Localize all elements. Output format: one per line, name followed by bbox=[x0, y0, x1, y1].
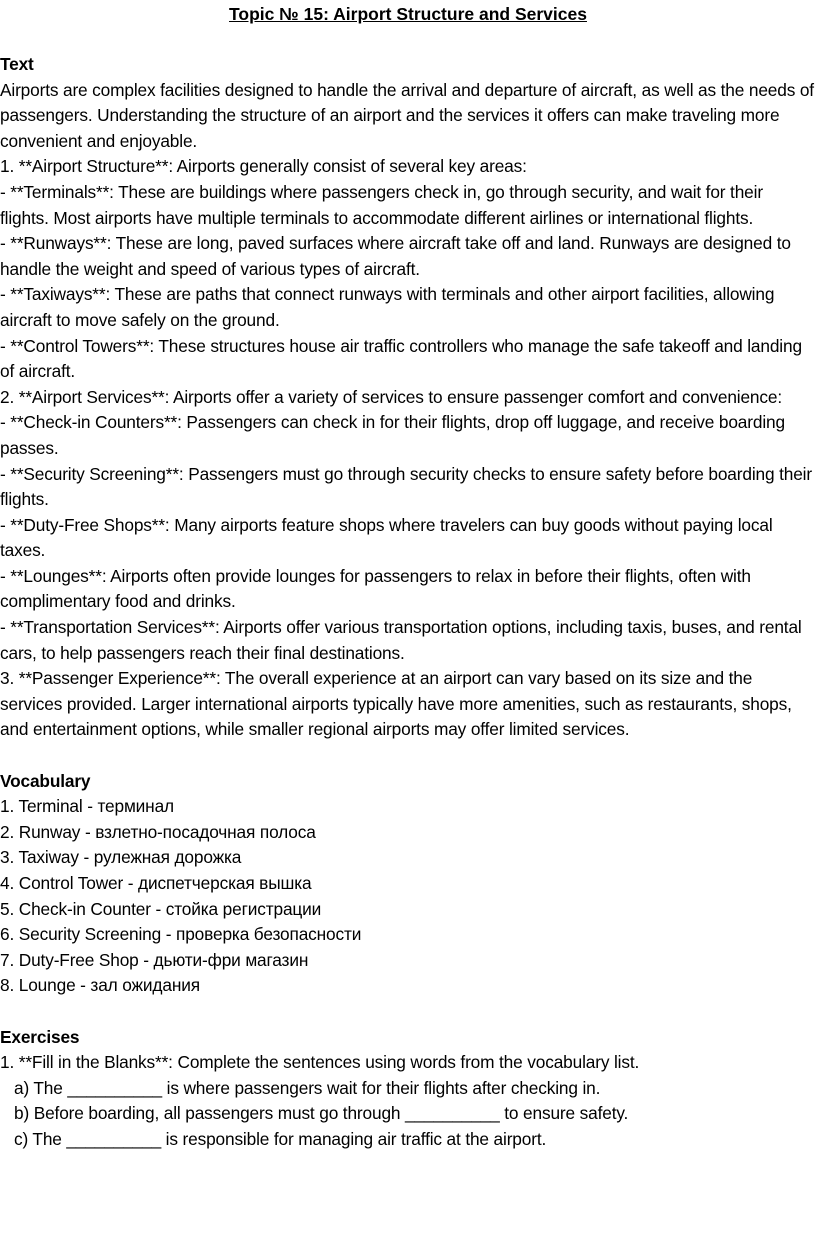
structure-heading: 1. **Airport Structure**: Airports generally consist of several key areas: bbox=[0, 156, 527, 177]
spacer bbox=[0, 743, 816, 769]
exercise-task: 1. **Fill in the Blanks**: Complete the sentences using words from the vocabulary list. bbox=[0, 1052, 640, 1073]
services-item-duty-free: - **Duty-Free Shops**: Many airports feature shops where travelers can buy goods without paying local taxes. bbox=[0, 514, 773, 561]
services-item-lounges: - **Lounges**: Airports often provide lounges for passengers to relax in before their flights, often with complimentary food and drinks. bbox=[0, 565, 751, 612]
services-item-security: - **Security Screening**: Passengers must go through security checks to ensure safety before boarding their flights. bbox=[0, 463, 812, 510]
exercise-item: c) The __________ is responsible for managing air traffic at the airport. bbox=[14, 1128, 547, 1149]
spacer bbox=[0, 999, 816, 1025]
vocab-item: 5. Check-in Counter - стойка регистрации bbox=[0, 898, 322, 919]
structure-item-terminals: - **Terminals**: These are buildings where passengers check in, go through security, and wait for their flights. Most airports have multiple terminals to accommodate different airlines or international flights. bbox=[0, 181, 763, 228]
vocabulary-heading: Vocabulary bbox=[0, 770, 91, 791]
services-heading: 2. **Airport Services**: Airports offer a variety of services to ensure passenger comfort and convenience: bbox=[0, 386, 782, 407]
intro-paragraph: Airports are complex facilities designed to handle the arrival and departure of aircraft, as well as the needs of passengers. Understanding the structure of an airport and the services it offers can make traveling more convenient and enjoyable. bbox=[0, 79, 814, 151]
exercise-item: a) The __________ is where passengers wait for their flights after checking in. bbox=[14, 1077, 601, 1098]
vocab-item: 2. Runway - взлетно-посадочная полоса bbox=[0, 821, 316, 842]
exercises-heading: Exercises bbox=[0, 1026, 80, 1047]
services-item-check-in: - **Check-in Counters**: Passengers can check in for their flights, drop off luggage, and receive boarding passes. bbox=[0, 412, 785, 458]
vocab-item: 8. Lounge - зал ожидания bbox=[0, 975, 200, 996]
exercise-item: b) Before boarding, all passengers must go through __________ to ensure safety. bbox=[14, 1103, 629, 1124]
services-item-transportation: - **Transportation Services**: Airports offer various transportation options, including taxis, buses, and rental cars, to help passengers reach their final destinations. bbox=[0, 617, 802, 663]
structure-item-control-towers: - **Control Towers**: These structures house air traffic controllers who manage the safe takeoff and landing of aircraft. bbox=[0, 335, 802, 382]
document-content bbox=[0, 52, 816, 1153]
text-heading: Text bbox=[0, 54, 34, 74]
vocab-item: 3. Taxiway - рулежная дорожка bbox=[0, 847, 242, 868]
vocab-item: 6. Security Screening - проверка безопасности bbox=[0, 924, 362, 945]
vocab-item: 7. Duty-Free Shop - дьюти-фри магазин bbox=[0, 949, 309, 970]
page-title: Topic № 15: Airport Structure and Services bbox=[229, 4, 587, 24]
experience-paragraph: 3. **Passenger Experience**: The overall experience at an airport can vary based on its size and the services provided. Larger international airports typically have more amenities, such as restaurants, shops, and entertainment options, while smaller regional airports may offer limited services. bbox=[0, 668, 792, 740]
vocab-item: 4. Control Tower - диспетчерская вышка bbox=[0, 873, 312, 893]
structure-item-taxiways: - **Taxiways**: These are paths that connect runways with terminals and other airport facilities, allowing aircraft to move safely on the ground. bbox=[0, 284, 775, 330]
vocab-item: 1. Terminal - терминал bbox=[0, 796, 174, 817]
structure-item-runways: - **Runways**: These are long, paved surfaces where aircraft take off and land. Runways are designed to handle the weight and speed of various types of aircraft. bbox=[0, 233, 791, 279]
